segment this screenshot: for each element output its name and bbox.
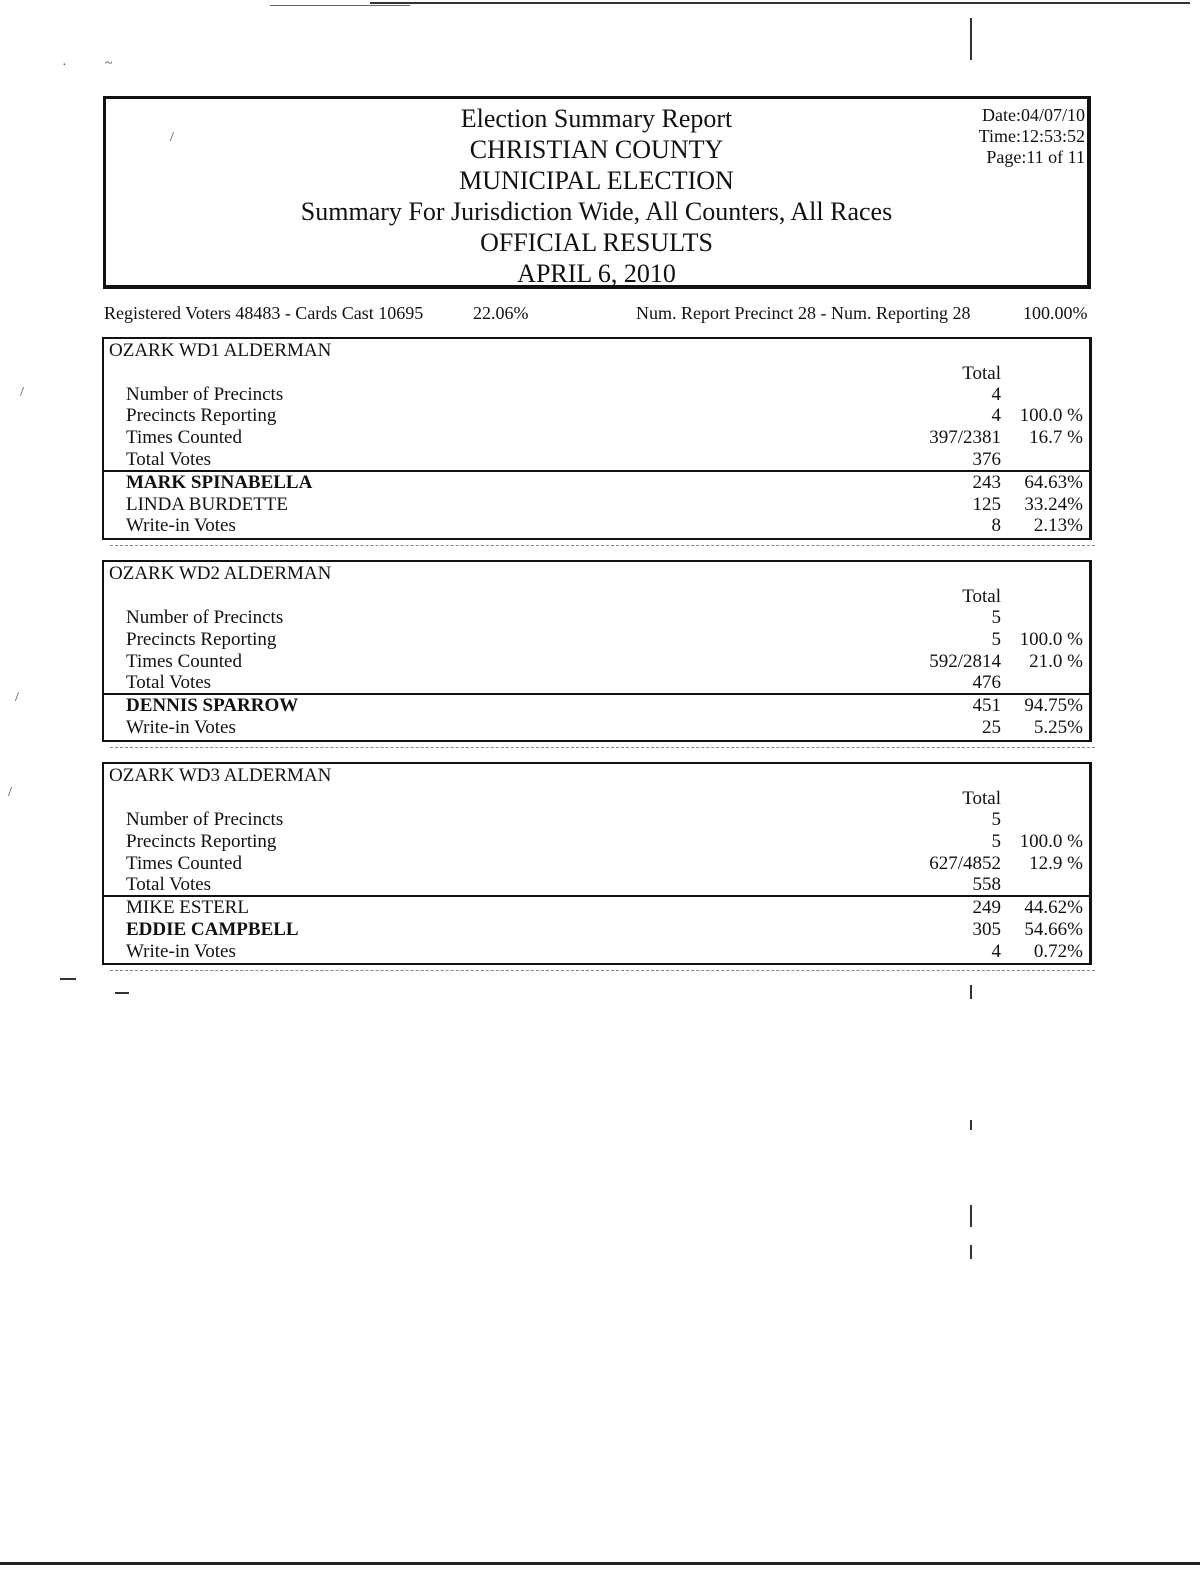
scan-mark [970,18,972,60]
stat-value: 376 [972,449,1001,470]
candidate-votes: 125 [972,494,1001,515]
stat-row [104,384,1089,406]
candidate-votes: 451 [972,695,1001,716]
stat-row [104,405,1089,427]
candidate-votes: 4 [991,941,1001,962]
stat-value: 5 [991,629,1001,650]
registered-voters: Registered Voters 48483 - Cards Cast 10695 [104,303,424,323]
stat-label: Number of Precincts [126,384,284,405]
stat-label: Total Votes [126,672,212,693]
candidate-name: EDDIE CAMPBELL [126,919,299,940]
race-title: OZARK WD3 ALDERMAN [109,765,332,786]
stat-value: 5 [991,831,1001,852]
race-bottom-border [102,538,1092,540]
candidate-percent: 0.72% [1033,941,1083,962]
total-header-row [104,363,1089,385]
summary-scope: Summary For Jurisdiction Wide, All Counters, All Races [300,197,893,226]
candidate-votes: 305 [972,919,1001,940]
scan-mark [970,1205,972,1227]
candidate-percent: 54.66% [1024,919,1083,940]
stat-row [104,853,1089,875]
candidate-row [104,897,1089,919]
scan-mark: / [8,785,12,800]
candidate-percent: 94.75% [1024,695,1083,716]
total-header-row [104,788,1089,810]
county-name: CHRISTIAN COUNTY [469,135,724,164]
stat-percent: 21.0 % [1029,651,1083,672]
stat-row [104,672,1089,694]
stat-percent: 16.7 % [1029,427,1083,448]
candidate-name: DENNIS SPARROW [126,695,299,716]
scan-dashed-line [110,545,1095,546]
stat-label: Precincts Reporting [126,629,277,650]
stat-label: Precincts Reporting [126,405,277,426]
candidate-row [104,472,1089,494]
reporting-percent: 100.00% [1023,303,1088,323]
stat-row [104,831,1089,853]
scan-mark: / [15,690,19,705]
candidate-votes: 249 [972,897,1001,918]
stat-value: 627/4852 [929,853,1001,874]
stat-label: Times Counted [126,651,242,672]
race-ozark-wd1-alderman [102,337,1092,540]
stat-percent: 100.0 % [1019,831,1083,852]
candidate-row [104,494,1089,516]
candidate-votes: 25 [982,717,1001,738]
total-column-header: Total [962,586,1001,607]
candidate-name: LINDA BURDETTE [126,494,289,515]
election-date: APRIL 6, 2010 [517,259,676,288]
candidate-name: MIKE ESTERL [126,897,249,918]
stat-percent: 100.0 % [1019,405,1083,426]
scan-mark [115,992,129,994]
candidate-name: Write-in Votes [126,515,236,536]
candidate-row [104,695,1089,717]
candidate-votes: 8 [991,515,1001,536]
stat-row [104,449,1089,471]
stat-value: 397/2381 [929,427,1001,448]
stat-value: 5 [991,809,1001,830]
candidate-percent: 64.63% [1024,472,1083,493]
scan-mark: ~ [105,56,113,71]
candidate-row [104,941,1089,963]
page-number: Page:11 of 11 [986,147,1085,167]
candidate-row [104,919,1089,941]
candidate-percent: 44.62% [1024,897,1083,918]
stat-percent: 100.0 % [1019,629,1083,650]
stat-value: 5 [991,607,1001,628]
stat-row [104,651,1089,673]
stat-value: 558 [972,874,1001,895]
total-column-header: Total [962,363,1001,384]
stat-label: Number of Precincts [126,809,284,830]
candidate-votes: 243 [972,472,1001,493]
stat-label: Times Counted [126,853,242,874]
stat-label: Times Counted [126,427,242,448]
candidate-row [104,717,1089,739]
candidate-row [104,515,1089,537]
total-column-header: Total [962,788,1001,809]
candidate-name: MARK SPINABELLA [126,472,313,493]
candidate-name: Write-in Votes [126,941,236,962]
results-status: OFFICIAL RESULTS [480,228,713,257]
stat-label: Total Votes [126,874,212,895]
scan-mark [970,1245,972,1259]
race-bottom-border [102,740,1092,742]
stat-percent: 12.9 % [1029,853,1083,874]
stat-row [104,874,1089,896]
scan-dashed-line [110,970,1095,971]
scan-mark: · [62,58,67,73]
candidate-name: Write-in Votes [126,717,236,738]
stat-label: Number of Precincts [126,607,284,628]
race-title: OZARK WD1 ALDERMAN [109,340,332,361]
scan-mark [970,985,972,999]
report-time: Time:12:53:52 [978,126,1085,146]
stat-value: 4 [991,384,1001,405]
scan-mark: / [20,385,24,400]
race-title: OZARK WD2 ALDERMAN [109,563,332,584]
candidate-percent: 33.24% [1024,494,1083,515]
report-title-block [106,103,1087,289]
scan-mark [970,1120,972,1130]
scan-edge-top [250,0,1200,10]
race-bottom-border [102,963,1092,965]
stat-row [104,607,1089,629]
election-name: MUNICIPAL ELECTION [459,166,734,195]
race-ozark-wd2-alderman [102,560,1092,742]
stat-label: Precincts Reporting [126,831,277,852]
total-header-row [104,586,1089,608]
report-header [103,96,1091,289]
report-title: Election Summary Report [460,104,733,133]
stat-value: 4 [991,405,1001,426]
scan-dashed-line [110,747,1095,748]
report-date: Date:04/07/10 [982,105,1085,125]
report-meta [979,105,1085,168]
scan-mark [60,978,76,980]
candidate-percent: 2.13% [1033,515,1083,536]
precincts-reporting-summary: Num. Report Precinct 28 - Num. Reporting 28 [636,303,971,323]
race-ozark-wd3-alderman [102,762,1092,965]
stat-label: Total Votes [126,449,212,470]
candidate-percent: 5.25% [1033,717,1083,738]
turnout-percent: 22.06% [473,303,529,323]
scan-edge-bottom [0,1562,1200,1565]
stat-value: 476 [972,672,1001,693]
stat-row [104,427,1089,449]
stat-row [104,629,1089,651]
stat-value: 592/2814 [929,651,1001,672]
stat-row [104,809,1089,831]
scan-mark: / [170,130,174,145]
